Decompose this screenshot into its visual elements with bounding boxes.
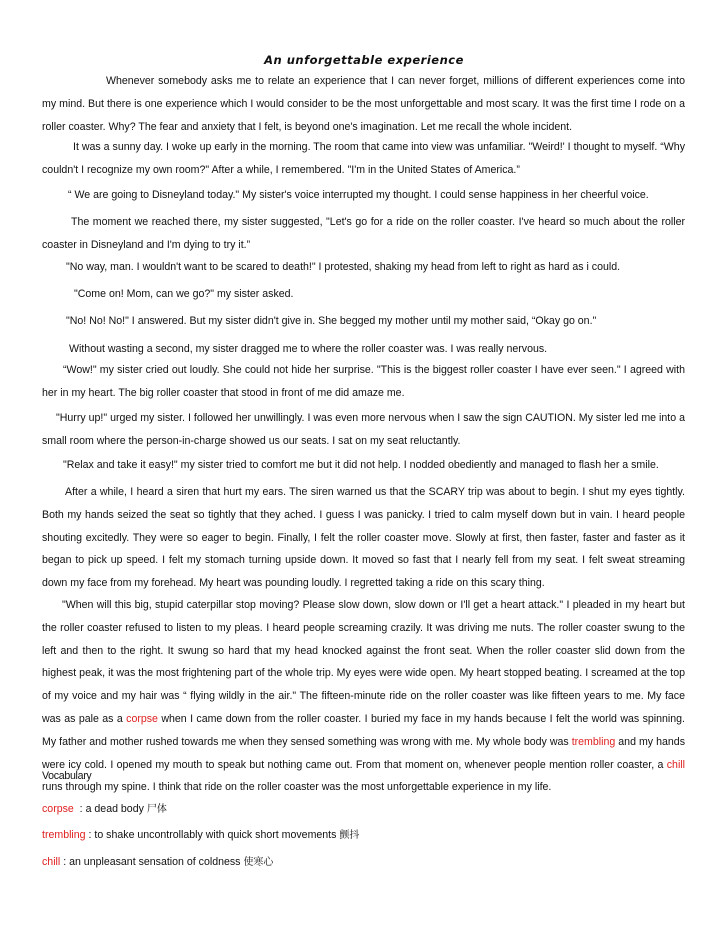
paragraph-7 <box>42 310 685 333</box>
paragraph-text: "Relax and take it easy!" my sister tried to comfort me but it did not help. I nodded obediently and managed to flash her a smile. <box>63 459 659 471</box>
paragraph-4 <box>42 211 685 257</box>
paragraph-5 <box>42 256 685 279</box>
vocab-chinese: 尸体 <box>146 804 167 815</box>
vocab-definition: : a dead body <box>73 803 147 815</box>
vocab-chinese: 颤抖 <box>339 830 360 841</box>
paragraph-13 <box>42 594 685 799</box>
vocab-term: chill <box>42 856 61 868</box>
vocab-definition: : to shake uncontrollably with quick short movements <box>85 829 340 841</box>
paragraph-text: runs through my spine. I think that ride on the roller coaster was the most unforgettable experience in my life. <box>42 781 552 794</box>
vocab-entry-corpse <box>42 800 167 815</box>
vocab-term: corpse <box>42 803 74 815</box>
paragraph-text: It was a sunny day. I woke up early in the morning. The room that came into view was unfamiliar. "Weird!' I thought to myself. “Why couldn't I recognize my own room?" After a while, I remembered. "I'm in the United States of America.” <box>42 141 685 176</box>
paragraph-text: "No! No! No!" I answered. But my sister didn't give in. She begged my mother until my mother said, “Okay go on." <box>66 315 597 327</box>
document-title: An unforgettable experience <box>264 53 464 67</box>
vocabulary-heading: Vocabulary <box>42 770 92 782</box>
paragraph-8 <box>42 338 685 361</box>
paragraph-text: and my hands were icy cold. I opened my mouth to speak but nothing came out. From that moment on, whenever people mention roller coaster, a <box>42 735 685 771</box>
paragraph-text: "No way, man. I wouldn't want to be scared to death!" I protested, shaking my head from left to right as hard as i could. <box>66 261 621 273</box>
paragraph-text: Without wasting a second, my sister dragged me to where the roller coaster was. I was really nervous. <box>69 343 548 355</box>
paragraph-text: After a while, I heard a siren that hurt my ears. The siren warned us that the SCARY trip was about to begin. I shut my eyes tightly. Both my hands seized the seat so tightly that they ached. I guess I was panicky. I tried to calm myself down but in vain. I heard people shouting excitedly. They were so eager to begin. Finally, I felt the roller coaster move. Slowly at first, then faster, faster and faster as it began to pick up speed. I felt my stomach turning upside down. It moved so fast that I nearly fell from my seat. I felt sweat streaming down my face from my forehead. My heart was pounding loudly. I regretted taking a ride on this scary thing. <box>42 486 685 590</box>
vocab-definition: : an unpleasant sensation of coldness <box>60 856 244 868</box>
vocab-entry-trembling <box>42 826 359 841</box>
vocab-highlight-trembling: trembling <box>571 735 616 748</box>
paragraph-text: “Wow!" my sister cried out loudly. She could not hide her surprise. "This is the biggest roller coaster I have ever seen." I agreed with her in my heart. The big roller coaster that stood in front of me did amaze me. <box>42 364 685 399</box>
paragraph-2 <box>42 136 685 182</box>
paragraph-3 <box>42 184 685 207</box>
paragraph-9 <box>42 359 685 405</box>
paragraph-6 <box>42 283 685 306</box>
paragraph-text: when I came down from the roller coaster. I buried my face in my hands because I felt the world was spinning. My father and mother rushed towards me when they sensed something was wrong with me. My whole body was <box>42 712 685 748</box>
paragraph-1 <box>42 70 685 138</box>
vocab-chinese: 使寒心 <box>243 857 274 868</box>
vocab-highlight-chill: chill <box>666 758 685 771</box>
paragraph-11 <box>42 454 685 477</box>
paragraph-text: Whenever somebody asks me to relate an experience that I can never forget, millions of different experiences come into my mind. But there is one experience which I would consider to be the most unforgettable and most scary. It was the first time I rode on a roller coaster. Why? The fear and anxiety that I felt, is beyond one's imagination. Let me recall the whole incident. <box>42 75 685 133</box>
paragraph-12 <box>42 481 685 595</box>
vocab-entry-chill <box>42 853 273 868</box>
vocab-highlight-corpse: corpse <box>126 712 158 725</box>
paragraph-text: The moment we reached there, my sister suggested, "Let's go for a ride on the roller coaster. I've heard so much about the roller coaster in Disneyland and I'm dying to try it.” <box>42 216 685 251</box>
paragraph-text: "Hurry up!" urged my sister. I followed her unwillingly. I was even more nervous when I saw the sign CAUTION. My sister led me into a small room where the person-in-charge showed us our seats. I sat on my seat reluctantly. <box>42 412 685 447</box>
paragraph-text: "When will this big, stupid caterpillar stop moving? Please slow down, slow down or I'll get a heart attack." I pleaded in my heart but the roller coaster refused to listen to my pleas. I heard people screaming crazily. It was driving me nuts. The roller coaster swung to the left and then to the right. It swung so hard that my head knocked against the front seat. When the roller coaster slid down from the highest peak, it was the most frightening part of the whole trip. My eyes were wide open. My heart stopped beating. I screamed at the top of my voice and my hair was “ flying wildly in the air." The fifteen-minute ride on the roller coaster was like fifteen years to me. My face was as pale as a <box>42 599 685 725</box>
vocab-term: trembling <box>42 829 86 841</box>
paragraph-10 <box>42 407 685 453</box>
paragraph-text: “ We are going to Disneyland today." My sister's voice interrupted my thought. I could sense happiness in her cheerful voice. <box>68 189 649 201</box>
paragraph-text: "Come on! Mom, can we go?" my sister asked. <box>74 288 294 300</box>
